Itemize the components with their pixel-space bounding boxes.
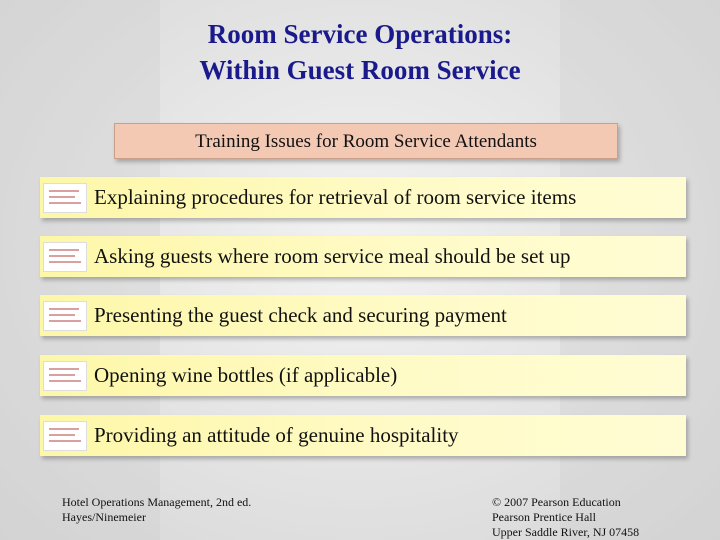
image-placeholder-icon (43, 301, 87, 331)
list-item (40, 355, 686, 396)
title-line-2: Within Guest Room Service (199, 55, 521, 85)
footer-book-title: Hotel Operations Management, 2nd ed. (62, 495, 252, 509)
list-item (40, 415, 686, 456)
footer-right (492, 495, 639, 540)
list-item (40, 177, 686, 218)
image-placeholder-icon (43, 361, 87, 391)
footer-authors: Hayes/Ninemeier (62, 510, 146, 524)
footer-address: Upper Saddle River, NJ 07458 (492, 525, 640, 539)
footer-publisher: Pearson Prentice Hall (492, 510, 596, 524)
image-placeholder-icon (43, 242, 87, 272)
section-heading: Training Issues for Room Service Attendants (114, 123, 618, 159)
list-item-text: Presenting the guest check and securing payment (94, 303, 507, 327)
image-placeholder-icon (43, 421, 87, 451)
page-title (0, 16, 720, 88)
list-item-text: Asking guests where room service meal should be set up (94, 244, 571, 268)
list-item (40, 295, 686, 336)
image-placeholder-icon (43, 183, 87, 213)
footer-left (62, 495, 251, 525)
footer-copyright: © 2007 Pearson Education (492, 495, 621, 509)
list-item-text: Providing an attitude of genuine hospitality (94, 423, 459, 447)
list-item-text: Opening wine bottles (if applicable) (94, 363, 398, 387)
list-item-text: Explaining procedures for retrieval of room service items (94, 185, 577, 209)
list-item (40, 236, 686, 277)
title-line-1: Room Service Operations: (207, 19, 513, 49)
